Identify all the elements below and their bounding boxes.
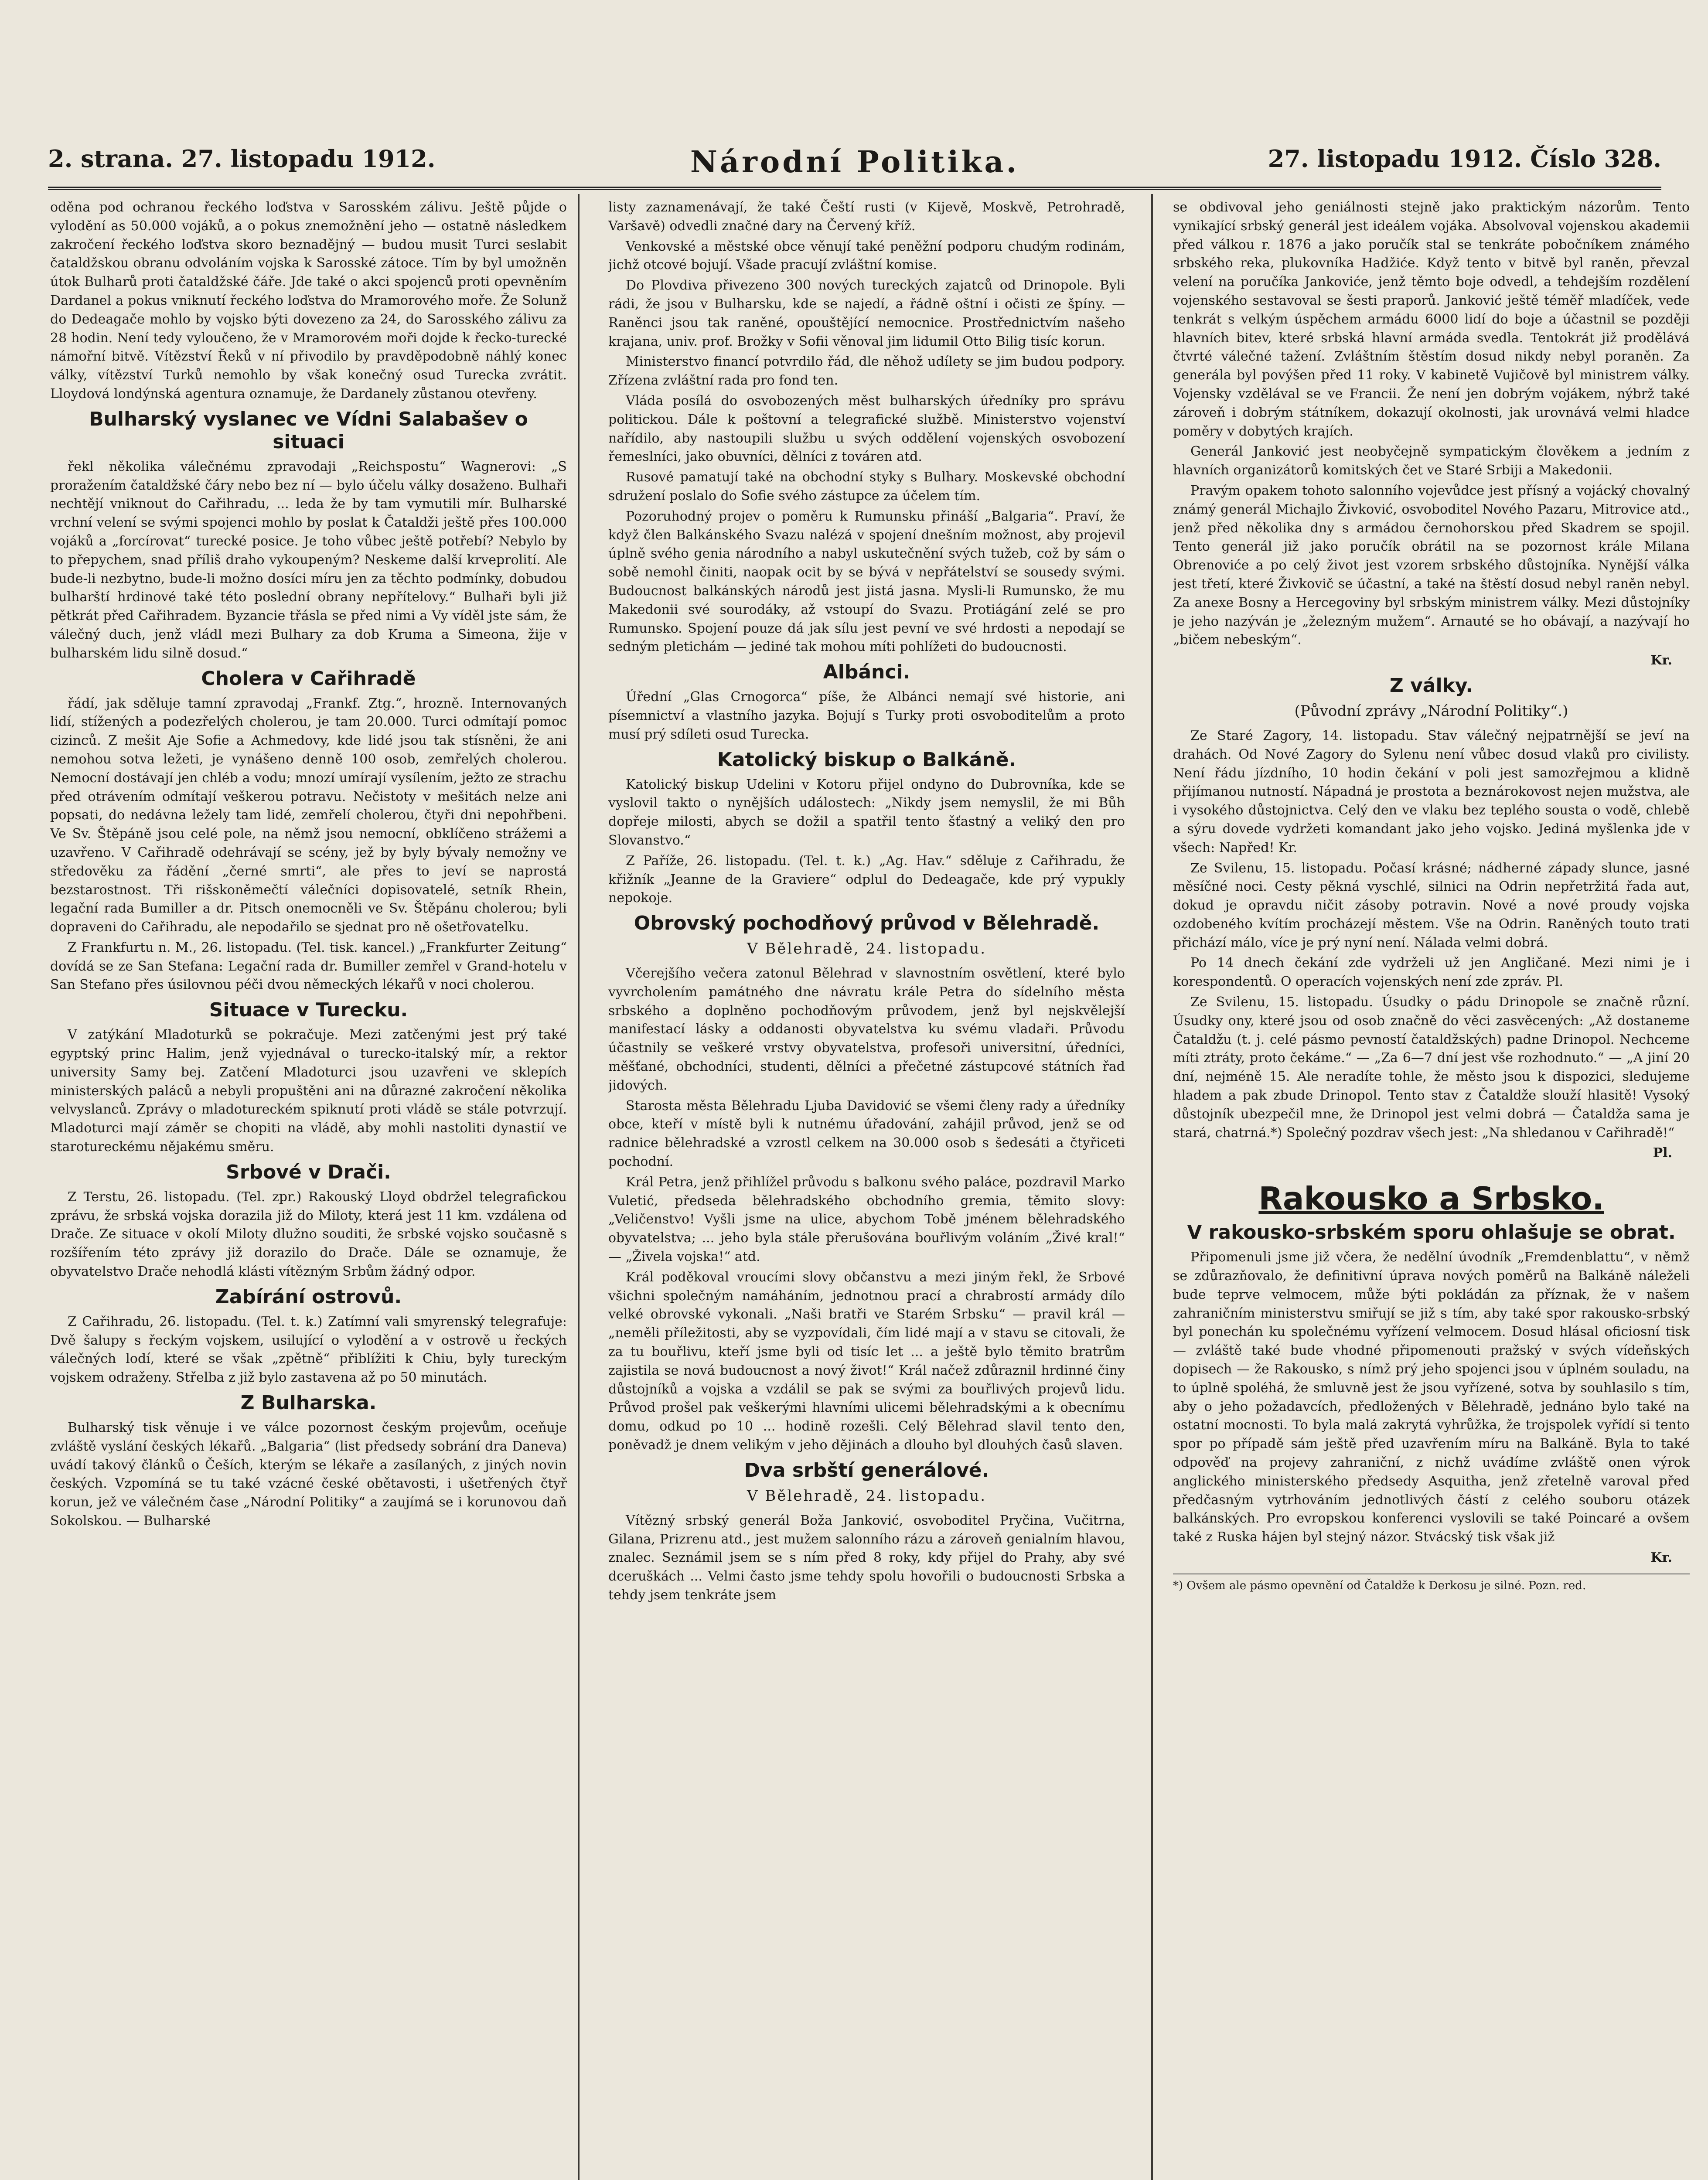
column-3 — [1173, 198, 1690, 2180]
article-paragraph: Ze Svilenu, 15. listopadu. Počasí krásné; nádherné západy slunce, jasné měsíčné noci. Cesty pěkná vyschlé, silnici na Odrin nepřetržitá řada aut, dokud je opravdu ničit zásoby potravin. Nové a nové proudy vojska ozdobeného kvítím procházejí městem. Vše na Odrin. Raněných touto trati přichází málo, více je prý nyní není. Nálada velmi dobrá. — [1173, 860, 1690, 950]
newspaper-title: Národní Politika. — [690, 145, 1019, 180]
author-signature: Kr. — [1650, 1550, 1672, 1565]
main-article-heading: Rakousko a Srbsko. — [1258, 1180, 1604, 1217]
issue-number-right: 27. listopadu 1912. Číslo 328. — [1268, 145, 1661, 173]
author-signature: Pl. — [1653, 1145, 1672, 1161]
article-paragraph: Z Frankfurtu n. M., 26. listopadu. (Tel. tisk. kancel.) „Frankfurter Zeitung“ dovídá se ze San Stefana: Legační rada dr. Bumiller zemřel v Grand-hotelu v San Stefano přes úsilovnou péči dvou německých lékařů v noci cholerou. — [50, 940, 567, 993]
article-paragraph: Včerejšího večera zatonul Bělehrad v slavnostním osvětlení, které bylo vyvrcholením památného dne návratu krále Petra do sídelního města srbského a doplněno pochodňovým průvodem, jenž byl nejskvělejší manifestací lásky a oddanosti obyvatelstva ku svému vladaři. Průvodu účastnily se veškeré vrstvy obyvatelstva, profesoři universitní, úředníci, měšťané, obchodníci, studenti, dělníci a přečetné zástupcové státních řad jidových. — [608, 966, 1125, 1093]
article-heading: Situace v Turecku. — [209, 999, 408, 1022]
article-subheading: (Původní zprávy „Národní Politiky“.) — [1294, 702, 1568, 720]
article-heading: Z Bulharska. — [240, 1392, 377, 1414]
article-paragraph: Ze Staré Zagory, 14. listopadu. Stav válečný nejpatrnější se jeví na drahách. Od Nové Zagory do Sylenu není vůbec dosud vlaků pro civilisty. Není řádu jízdního, 10 hodin čekání v poli jest samozřejmou a klidně přijímanou nutností. Nápadná je prostota a beznárokovost nejen mužstva, ale i vysokého důstojnictva. Celý den ve vlaku bez teplého sousta o vodě, chlebě a sýru dovede vydržeti komandant jako jeho vojsko. Jediná myšlenka jde v všech: Napřed! Kr. — [1173, 728, 1690, 855]
author-signature: Kr. — [1650, 653, 1672, 668]
column-rule — [1151, 194, 1153, 2180]
article-paragraph: Král Petra, jenž přihlížel průvodu s balkonu svého paláce, pozdravil Marko Vuletić, předseda bělehradského obchodního gremia, těmito slovy: „Veličenstvo! Vyšli jsme na ulice, abychom Tobě jménem bělehradského obyvatelstva; ... jeho byla stále přerušována bouřlivým voláním „Živé kral!“ — „Živela vojska!“ atd. — [608, 1174, 1125, 1265]
article-heading: Albánci. — [823, 661, 910, 684]
article-paragraph: Z Paříže, 26. listopadu. (Tel. t. k.) „Ag. Hav.“ sděluje z Cařihradu, že křižník „Jeanne de la Graviere“ odplul do Dedeagače, kde prý vypukly nepokoje. — [608, 853, 1125, 906]
article-heading: Zabírání ostrovů. — [215, 1285, 402, 1308]
article-heading: Bulharský vyslanec ve Vídni Salabašev o situaci — [89, 408, 528, 453]
article-paragraph: řádí, jak sděluje tamní zpravodaj „Frankf. Ztg.“, hrozně. Internovaných lidí, stížených a podezřelých cholerou, je tam 20.000. Turci odmítají pomoc cizinců. Z mešit Aje Sofie a Achmedovy, kde lidé jsou tak stísněni, že ani nemohou sotva ležeti, je vynášeno denně 100 osob, zemřelých cholerou. Nemocní dostávají jen chléb a vodu; mnozí umírají vysílením, ježto ze strachu před otrávením odmítají veškerou potravu. Nečistoty v mešitách nelze ani popsati, do nedávna ležely tam lidé, zemřelí cholerou, čtyři dni nepohřbeni. Ve Sv. Štěpáně jsou celé pole, na němž jsou nemocní, obklíčeno strážemi a uzavřeno. V Cařihradě odehrávají se scény, jež by byly bývaly nemožny ve středověku za řádění „černé smrti“, ale přes to jeví se naprostá bezstarostnost. Tři rišskoněmečtí válečníci dopisovatelé, setník Rhein, legační rada Bumiller a dr. Pitsch onemocněli ve Sv. Štěpánu cholerou; byli dopraveni do Cařihradu, ale nepodařilo se sjednat pro ně ošetřovatelku. — [50, 695, 567, 935]
article-paragraph: Z Cařihradu, 26. listopadu. (Tel. t. k.) Zatímní vali smyrenský telegrafuje: Dvě šalupy s řeckým vojskem, usilující o vylodění a v ostrově u řeckých válečných lodí, které se však „zpětně“ přiblížiti k Chiu, byly tureckým vojskem odraženy. Střelba z již bylo zastavena až po 50 minutách. — [50, 1314, 567, 1386]
article-paragraph: Pozoruhodný projev o poměru k Rumunsku přináší „Balgaria“. Praví, že když člen Balkánského Svazu nalézá v spojení dnešním možnost, aby projevil úplně svého genia národního a nabyl uskutečnění svých tužeb, což by sám o sobě nemohl činiti, naopak ocit by se bývá v nepřátelství se sousedy svými. Budoucnost balkánských národů jest jistá jasna. Mysli-li Rumunsko, že mu Makedonii své sourodáky, až vstoupí do Svazu. Protiágání zelé se pro Rumunsko. Spojení pouze dá jak sílu jest pevní ve své hrdosti a nepodají se sedným pletichám — jediné tak mohou míti pohlížeti do budoucnosti. — [608, 508, 1125, 655]
article-heading: Z války. — [1389, 674, 1473, 697]
article-paragraph: Venkovské a městské obce věnují také peněžní podporu chudým rodinám, jichž otcové bojují. Všade pracují zvláštní komise. — [608, 238, 1125, 273]
article-subheading: V rakousko-srbském sporu ohlašuje se obrat. — [1187, 1221, 1676, 1244]
article-paragraph: Starosta města Bělehradu Ljuba Davidović se všemi členy rady a úředníky obce, kteří v místě byli k nutnému úřadování, zahájil průvod, jenž se od radnice bělehradské a vzrostl celkem na 30.000 osob s šedesáti a čtyřiceti pochodní. — [608, 1098, 1125, 1170]
column-1 — [50, 198, 567, 2180]
article-paragraph: Připomenuli jsme již včera, že nedělní úvodník „Fremdenblattu“, v němž se zdůrazňovalo, že definitivní úprava nových poměrů na Balkáně náleželi bude teprve velmocem, může býti pokládán za příznak, že v našem zahraničním ministerstvu smiřují se již s tím, aby také spor rakousko-srbský byl ponechán ku společnému vyřízení velmocem. Dosud hlásal oficiosní tisk — zvláště také bude vhodné připomenouti pražský v svých vídeňských dopisech — že Rakousko, s nímž prý jeho spojenci jsou v úplném souladu, na to úplně spoléhá, že smluvně jest že jsou vyřízené, sotva by souhlasilo s tím, aby o jeho požadavcích, předložených v Bělehradě, jednáno bylo také na ostatní mocnosti. To byla malá zakrytá vyhrůžka, že trojspolek vyřídí si tento spor po případě sám ještě před uzavřením míru na Balkáně. Byla to také odpověď na projevy zahraniční, z nichž uvádíme zvláště onen výrok anglického ministerského předsedy Asquitha, jenž zřetelně varoval před předčasným vytrhováním jednotlivých částí z celého souboru otázek balkánských. Pro evropskou konferenci vyslovili se také Poincaré a ovšem také z Ruska hájen byl stejný názor. Stvácský tisk však již — [1173, 1250, 1690, 1545]
footnote: *) Ovšem ale pásmo opevnění od Čataldže k Derkosu je silné. Pozn. red. — [1173, 1574, 1690, 1594]
article-paragraph: Do Plovdiva přivezeno 300 nových tureckých zajatců od Drinopole. Byli rádi, že jsou v Bulharsku, kde se najedí, a řádně oštní i očisti ze špíny. — Raněnci jsou tak raněné, opouštějící nemocnice. Prostřednictvím našeho krajana, univ. prof. Brožky v Sofii věnoval jim lidumil Otto Bilig tisíc korun. — [608, 278, 1125, 349]
article-paragraph: řekl několika válečnému zpravodaji „Reichspostu“ Wagnerovi: „S proražením čataldžské čáry nebo bez ní — bylo účelu války dosaženo. Bulhaři nechtějí vniknout do Cařihradu, ... leda že by tam vymutili mír. Bulharské vrchní velení se svými spojenci mohlo by poslat k Čataldži ještě přes 100.000 vojáků a „forcírovat“ turecké posice. Je toho vůbec ještě potřebí? Nebylo by to přepychem, snad příliš draho vykoupeným? Neskeme další krveprolití. Ale bude-li nezbytno, bude-li možno dosíci míru jen za těchto podmínky, dobudou bulharští hrdinové také této poslední obrany nepřítelovy.“ Bulhaři byli již pětkrát před Cařihradem. Byzancie třásla se před nimi a Vy víděl jste sám, že válečný duch, jenž vládl mezi Bulhary za dob Kruma a Simeona, žije v bulharském lidu silně dosud.“ — [50, 459, 567, 661]
article-paragraph: Rusové pamatují také na obchodní styky s Bulhary. Moskevské obchodní sdružení poslalo do Sofie svého zástupce za účelem tím. — [608, 470, 1125, 504]
article-dateline: V Bělehradě, 24. listopadu. — [747, 940, 987, 958]
article-heading: Srbové v Drači. — [226, 1161, 391, 1183]
article-paragraph: V zatýkání Mladoturků se pokračuje. Mezi zatčenými jest prý také egyptský princ Halim, jenž vyjednával o turecko-italský mír, a rektor university Samy bej. Zatčení Mladoturci jsou uzavřeni ve sklepích ministerských paláců a nebyli propuštěni ani na důrazné zakročení několika velvyslanců. Zprávy o mladotureckém spiknutí proti vládě se stále potvrzují. Mladoturci mají záměr se chopiti na vládě, aby mohli nastoliti dynastií ve starotureckému nějakému směru. — [50, 1027, 567, 1155]
article-heading: Katolický biskup o Balkáně. — [717, 748, 1016, 771]
article-paragraph: Ze Svilenu, 15. listopadu. Úsudky o pádu Drinopole se značně různí. Úsudky ony, které jsou od osob značně do věci zasvěcených: „Až dostaneme Čataldžu (t. j. celé pásmo pevností čataldžských) padne Drinopol. Nechceme míti ztráty, proto čekáme.“ — „Za 6—7 dní jest vše rozhodnuto.“ — „A jiní 20 dní, nejméně 15. Ale neradíte tohle, že město jsou k dispozici, sledujeme hladem a pak zbude Drinopol. Tento stav z Čataldže slouží hlasitě! Vysoký důstojník ubezpečil mne, že Drinopol jest velmi dobrá — Čataldža sama je stará, chatrná.*) Společný pozdrav všech jest: „Na shledanou v Cařihradě!“ — [1173, 995, 1690, 1141]
issue-date-left: 2. strana. 27. listopadu 1912. — [48, 145, 436, 173]
article-paragraph: oděna pod ochranou řeckého loďstva v Sarosském zálivu. Ještě půjde o vylodění as 50.000 vojáků, a o pokus znemožnění jeho — ostatně následkem zakročení řeckého loďstva skoro beznadějný — budou musit Turci seslabit čataldžskou obranu odvoláním vojska k Sarosské zátoce. Tím by byl umožněn útok Bulharů proti čataldžské čáře. Jde také o akci spojenců proti opevněním Dardanel a pokus vniknutí řeckého loďstva do Mramorového moře. Že Solunž do Dedeagače mohlo by vojsko býti dovezeno za 24, do Sarosského zálivu za 28 hodin. Není tedy vyloučeno, že v Mramorovém moři dojde k řecko-turecké námořní bitvě. Vítězství Řeků v ní přivodilo by pravděpodobně náhlý konec války, vítězství Turků nemohlo by však konečný osud Turecka zvrátit. Lloydová londýnská agentura oznamuje, že Dardanely zůstanou otevřeny. — [50, 200, 567, 402]
article-paragraph: se obdivoval jeho geniálnosti stejně jako praktickým názorům. Tento vynikající srbský generál jest ideálem vojáka. Absolvoval vojenskou akademii před válkou r. 1876 a jako poručík stal se tenkráte pobočníkem známého srbského reka, plukovníka Hadžiće. Když tento v bitvě byl raněn, převzal velení na poručíka Jankoviće, jenž těmto boje odvedl, a tehdejším rozdělení vojenského sestavoval se šesti praporů. Janković ještě téměř mladíček, vede tenkrát s velkým úspěchem armádu 6000 lidí do boje a účastnil se později hlavních bitev, které srbská hlavní armáda svedla. Tentokrát již prodělává čtvrté válečné tažení. Zvláštním štěstím dosud nikdy nebyl poraněn. Za generála byl povýšen před 11 roky. V kabinetě Vujičově byl ministrem války. Vojensky vzdělával se ve Francii. Že není jen dobrým vojákem, nýbrž také zároveň i dobrým státníkem, dokazují okolnosti, jak urovnává velmi hladce poměry v dobytých krajích. — [1173, 200, 1690, 439]
article-paragraph: Král poděkoval vroucími slovy občanstvu a mezi jiným řekl, že Srbové všichni společným namáháním, jednotnou prací a chrabrostí armády dílo velké obrovské vykonali. „Naši bratři ve Starém Srbsku“ — pravil král — „neměli příležitosti, aby se vyzpovídali, čím lidé mají a v stavu se citovali, že za tu bouřlivu, kteří jsme byli od tisíc let ... a ještě bylo těmito bratrům zajistila se nová budoucnost a nový život!“ Král načež zdůraznil hrdinné činy důstojníků a vojska a vzdálil se pak se svými za bouřlivých projevů lidu. Průvod prošel pak veškerými hlavními ulicemi bělehradskými a k obecnímu domu, odkud po 10 ... hodině rozešli. Celý Bělehrad slavil tento den, poněvadž je dnem velikým v jeho dějinách a dlouho byl dlouhých časů slaven. — [608, 1269, 1125, 1453]
article-heading: Cholera v Cařihradě — [201, 667, 416, 690]
article-paragraph: Katolický biskup Udelini v Kotoru přijel ondyno do Dubrovníka, kde se vyslovil takto o nynějších událostech: „Nikdy jsem nemyslil, že mi Bůh dopřeje milosti, abych se dožil a spatřil tento šťastný a veliký den pro Slovanstvo.“ — [608, 777, 1125, 848]
article-dateline: V Bělehradě, 24. listopadu. — [747, 1487, 987, 1505]
article-paragraph: Vítězný srbský generál Boža Janković, osvoboditel Pryčina, Vučitrna, Gilana, Prizrenu atd., jest mužem salonního rázu a zároveň genialním hlavou, znalec. Seznámil jsem se s ním před 8 roky, kdy přijel do Prahy, aby své dceruškách ... Velmi často jsme tehdy spolu hovořili o budoucnosti Srbska a tehdy jsem tenkráte jsem — [608, 1512, 1125, 1603]
column-2 — [608, 198, 1125, 2180]
article-paragraph: Úřední „Glas Crnogorca“ píše, že Albánci nemají své historie, ani písemnictví a vlastního jazyka. Bojují s Turky proti osvoboditelům a proto musí prý sdíleti osud Turecka. — [608, 689, 1125, 742]
article-heading: Dva srbští generálové. — [744, 1459, 989, 1482]
article-paragraph: Generál Janković jest neobyčejně sympatickým člověkem a jedním z hlavních organizátorů komitských čet ve Staré Srbiji a Makedonii. — [1173, 444, 1690, 478]
article-paragraph: Ministerstvo financí potvrdilo řád, dle něhož udílety se jim budou podpory. Zřízena zvláštní rada pro fond ten. — [608, 354, 1125, 388]
article-paragraph: Bulharský tisk věnuje i ve válce pozornost českým projevům, oceňuje zvláště vyslání českých lékařů. „Balgaria“ (list předsedy sobrání dra Daneva) uvádí takový článků o Češích, kterým se lékaře a zasílaných, z jiných novin českých. Vzpomíná se tu také vzácné české obětavosti, i ušetřených čtyř korun, jež ve válečném čase „Národní Politiky“ a zaujímá se i korunovou daň Sokolskou. — Bulharské — [50, 1420, 567, 1529]
article-paragraph: Z Terstu, 26. listopadu. (Tel. zpr.) Rakouský Lloyd obdržel telegrafickou zprávu, že srbská vojska dorazila již do Miloty, která jest 11 km. vzdálena od Drače. Ze situace v okolí Miloty dlužno souditi, že srbské vojsko současně s rozšířením této zprávy již dorazilo do Drače. Dále se oznamuje, že obyvatelstvo Drače nehodlá klásti vítězným Srbům žádný odpor. — [50, 1189, 567, 1280]
article-paragraph: Vláda posílá do osvobozených měst bulharských úředníky pro správu politickou. Dále k poštovní a telegrafické službě. Ministerstvo vojenství nařídilo, aby nastoupili službu u svých oddělení vojenských osvobození řemeslníci, jako obuvníci, dělníci z továren atd. — [608, 393, 1125, 465]
article-paragraph: Po 14 dnech čekání zde vydrželi už jen Angličané. Mezi nimi je i korespondentů. O operacích vojenských není zde zpráv. Pl. — [1173, 955, 1690, 990]
article-paragraph: listy zaznamenávají, že také Čeští rusti (v Kijevě, Moskvě, Petrohradě, Varšavě) odvedli značné dary na Červený kříž. — [608, 200, 1125, 234]
article-paragraph: Pravým opakem tohoto salonního vojevůdce jest přísný a vojácký chovalný známý generál Michajlo Živković, osvoboditel Nového Pazaru, Mitrovice atd., jenž před několika dny s armádou černohorskou před Skadrem se spojil. Tento generál již jako poručík obrátil na se pozornost krále Milana Obrenoviće a po celý život jest vzorem srbského důstojníka. Nynější válka jest třetí, které Živkovič se účastní, a také na štěstí dosud nebyl raněn nebyl. Za anexe Bosny a Hercegoviny byl srbským ministrem války. Mezi důstojníky je jeho nazýván je „železným mužem“. Arnauté se ho obávají, a nazývají ho „bičem nebeským“. — [1173, 483, 1690, 648]
column-rule — [578, 194, 580, 2180]
article-heading: Obrovský pochodňový průvod v Bělehradě. — [634, 912, 1100, 935]
masthead — [48, 139, 1661, 190]
